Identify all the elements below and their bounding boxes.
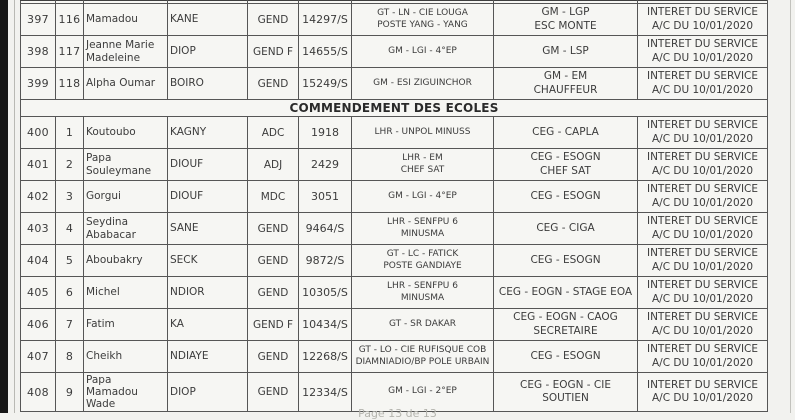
motif-line-2: A/C DU 10/01/2020: [651, 19, 754, 32]
cell-order-number: 398: [21, 36, 56, 68]
cell-origin-unit: [352, 36, 494, 68]
motif-line-2: A/C DU 10/01/2020: [651, 260, 754, 273]
cell-order-number: 405: [21, 277, 56, 309]
cell-first-name: Seydina Ababacar: [84, 213, 168, 245]
origin-line-1: GT - LN - CIE LOUGA: [377, 7, 468, 18]
cell-rank: GEND: [248, 4, 299, 36]
table-row: [21, 245, 768, 277]
cell-last-name: KAGNY: [168, 117, 248, 149]
motif-line-1: INTERET DU SERVICE: [646, 119, 759, 132]
cell-sub-number: 117: [56, 36, 84, 68]
cell-sub-number: 4: [56, 213, 84, 245]
cell-rank: GEND F: [248, 36, 299, 68]
table-row: [21, 36, 768, 68]
cell-first-name: Michel: [84, 277, 168, 309]
destination-line-1: CEG - ESOGN: [530, 189, 601, 202]
motif-line-1: INTERET DU SERVICE: [646, 247, 759, 260]
destination-line-1: GM - EM: [543, 70, 588, 83]
destination-line-1: GM - LGP: [541, 6, 590, 19]
cell-rank: GEND: [248, 68, 299, 100]
cell-destination-unit: [494, 181, 638, 213]
destination-line-1: CEG - CIGA: [536, 221, 595, 234]
cell-order-number: 408: [21, 373, 56, 412]
motif-line-2: A/C DU 10/01/2020: [651, 324, 754, 337]
origin-line-1: LHR - SENFPU 6: [387, 216, 458, 227]
cell-origin-unit: [352, 4, 494, 36]
cell-order-number: 406: [21, 309, 56, 341]
cell-matricule: 9464/S: [299, 213, 352, 245]
cell-order-number: 401: [21, 149, 56, 181]
cell-destination-unit: [494, 245, 638, 277]
motif-line-1: INTERET DU SERVICE: [646, 378, 759, 391]
section-header-title: COMMENDEMENT DES ECOLES: [21, 100, 768, 117]
destination-line-2: CHEF SAT: [540, 164, 591, 177]
cell-destination-unit: [494, 277, 638, 309]
cell-matricule: 1918: [299, 117, 352, 149]
cell-order-number: 397: [21, 4, 56, 36]
cell-last-name: KANE: [168, 4, 248, 36]
cell-first-name: Fatim: [84, 309, 168, 341]
origin-line-1: LHR - SENFPU 6: [387, 280, 458, 291]
origin-line-1: LHR - EM: [402, 152, 443, 163]
origin-line-1: GM - LGI - 4°EP: [388, 190, 457, 201]
cell-matricule: 12268/S: [299, 341, 352, 373]
cell-motif: [638, 181, 768, 213]
table-row: [21, 117, 768, 149]
cell-motif: [638, 309, 768, 341]
cell-matricule: 3051: [299, 181, 352, 213]
cell-destination-unit: [494, 149, 638, 181]
table-row: [21, 181, 768, 213]
cell-destination-unit: [494, 373, 638, 412]
cell-rank: MDC: [248, 181, 299, 213]
cell-sub-number: 1: [56, 117, 84, 149]
origin-line-2: CHEF SAT: [400, 164, 445, 175]
destination-line-1: CEG - ESOGN: [530, 349, 601, 362]
cell-origin-unit: [352, 68, 494, 100]
cell-rank: GEND: [248, 373, 299, 412]
table-row: [21, 277, 768, 309]
motif-line-2: A/C DU 10/01/2020: [651, 132, 754, 145]
cell-matricule: 2429: [299, 149, 352, 181]
cell-last-name: KA: [168, 309, 248, 341]
cell-rank: GEND: [248, 277, 299, 309]
table-row: [21, 213, 768, 245]
cell-matricule: 9872/S: [299, 245, 352, 277]
table-row: [21, 309, 768, 341]
cell-first-name: Jeanne Marie Madeleine: [84, 36, 168, 68]
table-row: [21, 68, 768, 100]
cell-rank: GEND: [248, 245, 299, 277]
section-header-row: [21, 100, 768, 117]
destination-line-1: CEG - EOGN - CAOG: [513, 311, 618, 324]
cell-first-name: Cheikh: [84, 341, 168, 373]
cell-motif: [638, 149, 768, 181]
cell-sub-number: 118: [56, 68, 84, 100]
origin-line-2: POSTE YANG - YANG: [377, 19, 468, 30]
cell-rank: GEND: [248, 213, 299, 245]
origin-line-2: DIAMNIADIO/BP POLE URBAIN: [355, 356, 490, 367]
motif-line-1: INTERET DU SERVICE: [646, 279, 759, 292]
motif-line-2: A/C DU 10/01/2020: [651, 51, 754, 64]
cell-matricule: 14297/S: [299, 4, 352, 36]
cell-first-name: Aboubakry: [84, 245, 168, 277]
cell-motif: [638, 277, 768, 309]
cell-sub-number: 2: [56, 149, 84, 181]
cell-order-number: 407: [21, 341, 56, 373]
cell-sub-number: 7: [56, 309, 84, 341]
cell-last-name: DIOP: [168, 373, 248, 412]
cell-first-name: Alpha Oumar: [84, 68, 168, 100]
motif-line-1: INTERET DU SERVICE: [646, 311, 759, 324]
table-row: [21, 373, 768, 412]
motif-line-2: A/C DU 10/01/2020: [651, 83, 754, 96]
cell-origin-unit: [352, 341, 494, 373]
motif-line-2: A/C DU 10/01/2020: [651, 196, 754, 209]
cell-origin-unit: [352, 181, 494, 213]
cell-last-name: DIOP: [168, 36, 248, 68]
cell-matricule: 14655/S: [299, 36, 352, 68]
cell-order-number: 403: [21, 213, 56, 245]
cell-destination-unit: [494, 68, 638, 100]
cell-first-name: Koutoubo: [84, 117, 168, 149]
cell-rank: ADJ: [248, 149, 299, 181]
origin-line-2: MINUSMA: [400, 228, 445, 239]
destination-line-1: CEG - EOGN - CIE SOUTIEN: [520, 378, 611, 405]
motif-line-2: A/C DU 10/01/2020: [651, 392, 754, 405]
page-edge-line-right: [790, 0, 791, 413]
cell-last-name: SANE: [168, 213, 248, 245]
table-row: [21, 4, 768, 36]
motif-line-1: INTERET DU SERVICE: [646, 215, 759, 228]
origin-line-1: LHR - UNPOL MINUSS: [374, 126, 471, 137]
origin-line-1: GT - SR DAKAR: [388, 318, 457, 329]
cell-motif: [638, 245, 768, 277]
page-edge-line-left: [14, 0, 15, 413]
cell-rank: ADC: [248, 117, 299, 149]
cell-origin-unit: [352, 309, 494, 341]
motif-line-2: A/C DU 10/01/2020: [651, 228, 754, 241]
cell-first-name: Papa Mamadou Wade: [84, 373, 168, 412]
motif-line-1: INTERET DU SERVICE: [646, 183, 759, 196]
cell-rank: GEND: [248, 341, 299, 373]
cell-sub-number: 6: [56, 277, 84, 309]
motif-line-1: INTERET DU SERVICE: [646, 38, 759, 51]
cell-order-number: 399: [21, 68, 56, 100]
origin-line-1: GT - LC - FATICK: [386, 248, 459, 259]
cell-destination-unit: [494, 4, 638, 36]
cell-motif: [638, 341, 768, 373]
cell-motif: [638, 117, 768, 149]
cell-last-name: DIOUF: [168, 181, 248, 213]
destination-line-2: ESC MONTE: [534, 19, 597, 32]
cell-order-number: 402: [21, 181, 56, 213]
motif-line-2: A/C DU 10/01/2020: [651, 356, 754, 369]
origin-line-2: MINUSMA: [400, 292, 445, 303]
cell-motif: [638, 213, 768, 245]
origin-line-1: GM - LGI - 4°EP: [388, 45, 457, 56]
motif-line-2: A/C DU 10/01/2020: [651, 164, 754, 177]
destination-line-1: CEG - EOGN - STAGE EOA: [498, 285, 633, 298]
cell-destination-unit: [494, 213, 638, 245]
cell-sub-number: 3: [56, 181, 84, 213]
page-footer: Page 13 de 13: [358, 407, 437, 420]
cell-destination-unit: [494, 36, 638, 68]
cell-motif: [638, 4, 768, 36]
origin-line-1: GM - LGI - 2°EP: [388, 386, 457, 397]
cell-first-name: Gorgui: [84, 181, 168, 213]
motif-line-1: INTERET DU SERVICE: [646, 343, 759, 356]
cell-first-name: Mamadou: [84, 4, 168, 36]
cell-last-name: NDIOR: [168, 277, 248, 309]
destination-line-1: CEG - ESOGN: [530, 151, 601, 164]
cell-motif: [638, 36, 768, 68]
cell-matricule: 10434/S: [299, 309, 352, 341]
cell-destination-unit: [494, 117, 638, 149]
destination-line-2: SECRETAIRE: [533, 324, 598, 337]
motif-line-1: INTERET DU SERVICE: [646, 151, 759, 164]
cell-order-number: 400: [21, 117, 56, 149]
cell-motif: [638, 68, 768, 100]
origin-line-1: GT - LO - CIE RUFISQUE COB: [358, 344, 487, 355]
cell-last-name: DIOUF: [168, 149, 248, 181]
cell-rank: GEND F: [248, 309, 299, 341]
cell-destination-unit: [494, 341, 638, 373]
motif-line-1: INTERET DU SERVICE: [646, 70, 759, 83]
origin-line-1: GM - ESI ZIGUINCHOR: [373, 77, 472, 88]
cell-origin-unit: [352, 213, 494, 245]
motif-line-2: A/C DU 10/01/2020: [651, 292, 754, 305]
personnel-transfer-table: [20, 0, 768, 412]
destination-line-2: CHAUFFEUR: [533, 83, 598, 96]
cell-origin-unit: [352, 149, 494, 181]
cell-sub-number: 116: [56, 4, 84, 36]
cell-origin-unit: [352, 245, 494, 277]
cell-matricule: 10305/S: [299, 277, 352, 309]
cell-matricule: 12334/S: [299, 373, 352, 412]
cell-origin-unit: [352, 373, 494, 412]
cell-origin-unit: [352, 277, 494, 309]
cell-last-name: NDIAYE: [168, 341, 248, 373]
table-row: [21, 341, 768, 373]
cell-order-number: 404: [21, 245, 56, 277]
cell-sub-number: 5: [56, 245, 84, 277]
cell-last-name: SECK: [168, 245, 248, 277]
table-row: [21, 149, 768, 181]
destination-line-1: CEG - CAPLA: [532, 125, 599, 138]
cell-matricule: 15249/S: [299, 68, 352, 100]
cell-sub-number: 8: [56, 341, 84, 373]
cell-motif: [638, 373, 768, 412]
scan-edge-bar: [0, 0, 8, 413]
motif-line-1: INTERET DU SERVICE: [646, 6, 759, 19]
origin-line-2: POSTE GANDIAYE: [383, 260, 462, 271]
destination-line-1: CEG - ESOGN: [530, 253, 601, 266]
cell-origin-unit: [352, 117, 494, 149]
cell-first-name: Papa Souleymane: [84, 149, 168, 181]
cell-last-name: BOIRO: [168, 68, 248, 100]
cell-sub-number: 9: [56, 373, 84, 412]
cell-destination-unit: [494, 309, 638, 341]
destination-line-1: GM - LSP: [542, 44, 589, 57]
